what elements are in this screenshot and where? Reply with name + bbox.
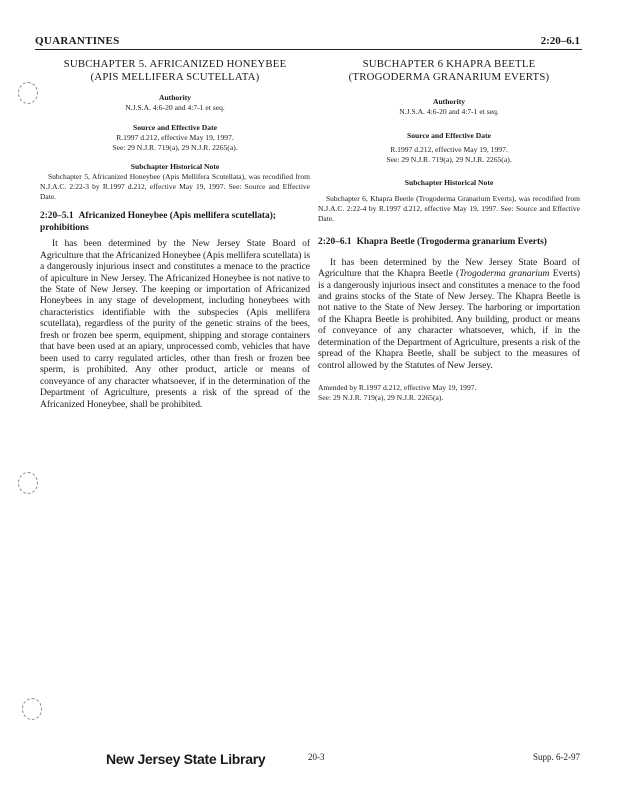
running-header-section: 2:20–6.1: [540, 35, 580, 47]
section-number: 2:20–5.1: [40, 211, 74, 222]
authority-label: Authority: [158, 93, 192, 102]
subchapter-6-heading: SUBCHAPTER 6 KHAPRA BEETLE (TROGODERMA GRANARIUM EVERTS): [348, 58, 550, 83]
section-6-1-heading: [318, 237, 580, 249]
source-line: R.1997 d.212, effective May 19, 1997.: [116, 132, 234, 142]
library-stamp: New Jersey State Library: [106, 751, 266, 767]
hole-punch-mark: [18, 82, 38, 104]
supplement-date: Supp. 6-2-97: [533, 752, 580, 762]
right-column: [318, 58, 580, 402]
header-rule: [35, 49, 582, 50]
source-label: Source and Effective Date: [406, 130, 491, 140]
running-header-title: QUARANTINES: [35, 35, 120, 47]
section-title: Africanized Honeybee (Apis mellifera scutellata); prohibitions: [40, 211, 276, 233]
section-number: 2:20–6.1: [318, 237, 352, 248]
page-number: 20-3: [308, 752, 325, 762]
hole-punch-mark: [18, 472, 38, 494]
history-note: Subchapter 5, Africanized Honeybee (Apis Mellifera Scutellata), was recodified from N.J.A.C. 2:22-3 by R.1997 d.212, effective May 19, 1997. See: Source and Effective Date.: [40, 172, 310, 201]
authority-text: N.J.S.A. 4:6-20 and 4:7-1 et seq.: [399, 107, 499, 116]
history-label: Subchapter Historical Note: [130, 162, 220, 172]
amendment-note: See: 29 N.J.R. 719(a), 29 N.J.R. 2265(a).: [318, 392, 444, 402]
section-title: Khapra Beetle (Trogoderma granarium Everts): [356, 237, 547, 248]
subchapter-5-heading: SUBCHAPTER 5. AFRICANIZED HONEYBEE (APIS MELLIFERA SCUTELLATA): [63, 58, 287, 83]
source-line: R.1997 d.212, effective May 19, 1997.: [390, 144, 508, 154]
source-line: See: 29 N.J.R. 719(a), 29 N.J.R. 2265(a).: [386, 154, 512, 164]
authority-label: Authority: [432, 97, 466, 106]
section-5-1-heading: [40, 211, 310, 234]
source-label: Source and Effective Date: [132, 122, 217, 132]
section-6-1-body: It has been determined by the New Jersey State Board of Agriculture that the Khapra Beetle (Trogoderma granarium Everts) is a dangerously injurious insect and constitutes a menace to the food and grains stocks of the State of New Jersey. The Khapra Beetle is not native to the State of New Jersey. The harboring or importation of the Khapra Beetle is prohibited. Any building, product or means of conveyance of any character whatsoever, which, if in the determination of the Department of Agriculture, presents a risk of the spread of the Khapra Beetle, shall be subject to the measures of control allowed by the Statutes of New Jersey.: [318, 256, 580, 371]
authority-text: N.J.S.A. 4:6-20 and 4:7-1 et seq.: [125, 103, 225, 112]
source-line: See: 29 N.J.R. 719(a), 29 N.J.R. 2265(a).: [112, 142, 238, 152]
history-label: Subchapter Historical Note: [404, 178, 494, 188]
hole-punch-mark: [22, 698, 42, 720]
amendment-note: Amended by R.1997 d.212, effective May 19, 1997.: [318, 383, 477, 393]
left-column: [40, 58, 310, 410]
history-note: Subchapter 6, Khapra Beetle (Trogoderma Granarium Everts), was recodified from N.J.A.C. 2:22-4 by R.1997 d.212, effective May 19, 1997. See: Source and Effective Date.: [318, 194, 580, 223]
section-5-1-body: It has been determined by the New Jersey State Board of Agriculture that the Africanized Honeybee (Apis mellifera scutellata) is a dangerously injurious insect and constitutes a menace to the practice of apiculture in New Jersey. The Africanized Honeybee is not native to the State of New Jersey. The keeping or importation of Africanized Honeybees in any stage of development, including honeybees with characteristics identifiable with the subspecies (Apis mellifera scutellata), regardless of the purity of the genetic strains of the bees, fresh or frozen bee sperm, equipment, shipping and storage containers that have been used at an apiary, unprocessed comb, vehicles that have been used to carry regulated articles, other than fresh or frozen bee sperm, is prohibited. Any other product, article or means of conveyance of any character whatsoever, if in the determination of the Department of Agriculture, presents a risk of the spread of the Africanized Honeybee, shall be prohibited.: [40, 238, 310, 410]
